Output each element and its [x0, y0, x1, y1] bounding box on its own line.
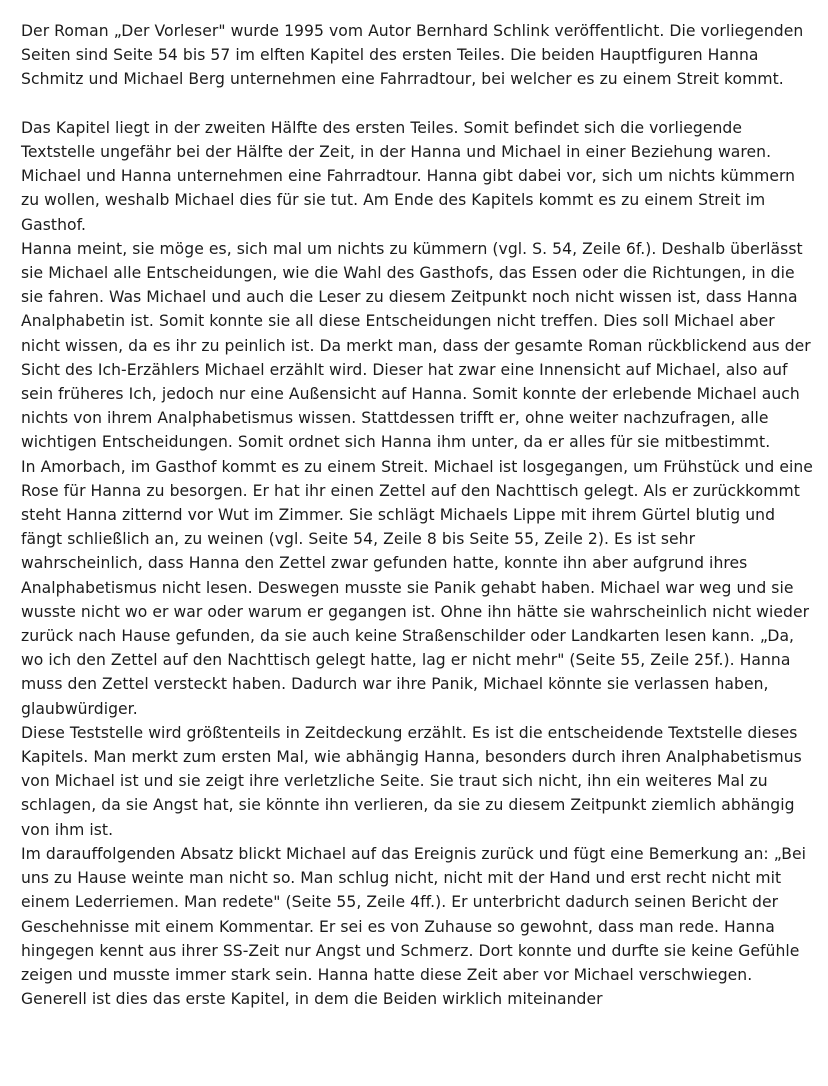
- document-body: [21, 19, 813, 1011]
- paragraph-amorbach-dispute: In Amorbach, im Gasthof kommt es zu einem Streit. Michael ist losgegangen, um Frühstück und eine Rose für Hanna zu besorgen. Er hat ihr einen Zettel auf den Nachttisch gelegt. Als er zurückkommt steht Hanna zitternd vor Wut im Zimmer. Sie schlägt Michaels Lippe mit ihrem Gürtel blutig und fängt schließlich an, zu weinen (vgl. Seite 54, Zeile 8 bis Seite 55, Zeile 2). Es ist sehr wahrscheinlich, dass Hanna den Zettel zwar gefunden hatte, konnte ihn aber aufgrund ihres Analphabetismus nicht lesen. Deswegen musste sie Panik gehabt haben. Michael war weg und sie wusste nicht wo er war oder warum er gegangen ist. Ohne ihn hätte sie wahrscheinlich nicht wieder zurück nach Hause gefunden, da sie auch keine Straßenschilder oder Landkarten lesen kann. „Da, wo ich den Zettel auf den Nachttisch gelegt hatte, lag er nicht mehr" (Seite 55, Zeile 25f.). Hanna muss den Zettel versteckt haben. Dadurch war ihre Panik, Michael könnte sie verlassen haben, glaubwürdiger.: [21, 457, 813, 718]
- paragraph-intro: Der Roman „Der Vorleser" wurde 1995 vom Autor Bernhard Schlink veröffentlicht. Die vorliegenden Seiten sind Seite 54 bis 57 im elften Kapitel des ersten Teiles. Die beiden Hauptfiguren Hanna Schmitz und Michael Berg unternehmen eine Fahrradtour, bei welcher es zu einem Streit kommt.: [21, 22, 804, 89]
- paragraph-reflection: Im darauffolgenden Absatz blickt Michael auf das Ereignis zurück und fügt eine Bemerkung an: „Bei uns zu Hause weinte man nicht so. Man schlug nicht, nicht mit der Hand und erst recht nicht mit einem Lederriemen. Man redete" (Seite 55, Zeile 4ff.). Er unterbricht dadurch seinen Bericht der Geschehnisse mit einem Kommentar. Er sei es von Zuhause so gewohnt, dass man rede. Hanna hingegen kennt aus ihrer SS-Zeit nur Angst und Schmerz. Dort konnte und durfte sie keine Gefühle zeigen und musste immer stark sein. Hanna hatte diese Zeit aber vor Michael verschwiegen. Generell ist dies das erste Kapitel, in dem die Beiden wirklich miteinander: [21, 844, 807, 1009]
- paragraph-decisions: Hanna meint, sie möge es, sich mal um nichts zu kümmern (vgl. S. 54, Zeile 6f.). Deshalb überlässt sie Michael alle Entscheidungen, wie die Wahl des Gasthofs, das Essen oder die Richtungen, in die sie fahren. Was Michael und auch die Leser zu diesem Zeitpunkt noch nicht wissen ist, dass Hanna Analphabetin ist. Somit konnte sie all diese Entscheidungen nicht treffen. Dies soll Michael aber nicht wissen, da es ihr zu peinlich ist. Da merkt man, dass der gesamte Roman rückblickend aus der Sicht des Ich-Erzählers Michael erzählt wird. Dieser hat zwar eine Innensicht auf Michael, also auf sein früheres Ich, jedoch nur eine Außensicht auf Hanna. Somit konnte der erlebende Michael auch nichts von ihrem Analphabetismus wissen. Stattdessen trifft er, ohne weiter nachzufragen, alle wichtigen Entscheidungen. Somit ordnet sich Hanna ihm unter, da er alles für sie mitbestimmt.: [21, 239, 811, 452]
- paragraph-gap: [21, 92, 813, 116]
- paragraph-narrative-time: Diese Teststelle wird größtenteils in Zeitdeckung erzählt. Es ist die entscheidende Textstelle dieses Kapitels. Man merkt zum ersten Mal, wie abhängig Hanna, besonders durch ihren Analphabetismus von Michael ist und sie zeigt ihre verletzliche Seite. Sie traut sich nicht, ihn ein weiteres Mal zu schlagen, da sie Angst hat, sie könnte ihn verlieren, da sie zu diesem Zeitpunkt ziemlich abhängig von ihm ist.: [21, 723, 802, 839]
- paragraph-chapter-context: Das Kapitel liegt in der zweiten Hälfte des ersten Teiles. Somit befindet sich die vorliegende Textstelle ungefähr bei der Hälfte der Zeit, in der Hanna und Michael in einer Beziehung waren. Michael und Hanna unternehmen eine Fahrradtour. Hanna gibt dabei vor, sich um nichts kümmern zu wollen, weshalb Michael dies für sie tut. Am Ende des Kapitels kommt es zu einem Streit im Gasthof.: [21, 118, 796, 234]
